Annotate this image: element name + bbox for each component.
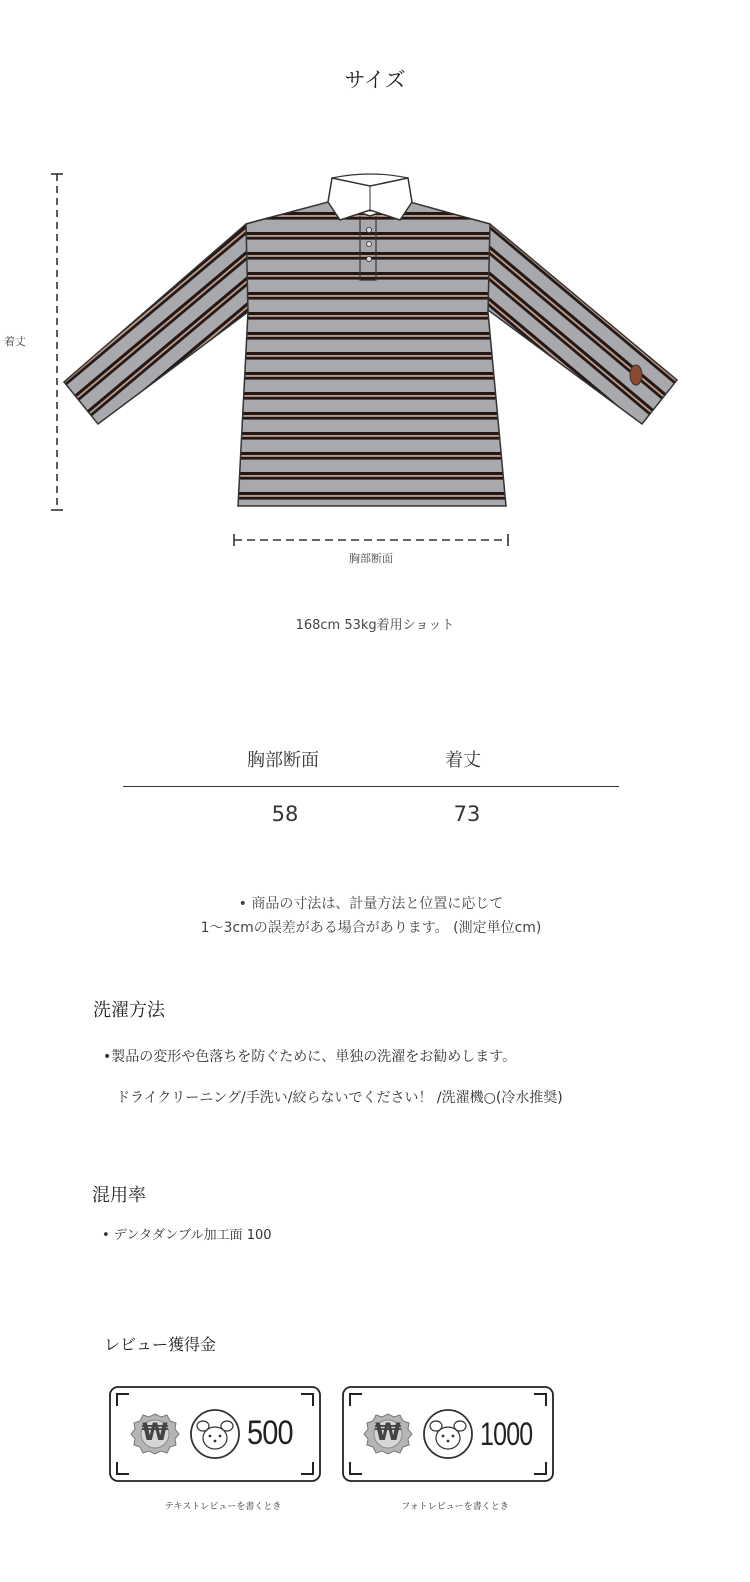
blend-title: 混用率 [92, 1185, 146, 1206]
coupon-amount: 500 [247, 1414, 293, 1452]
washing-line2: ドライクリーニング/手洗い/絞らないでください！ /洗濯機○(冷水推奨) [116, 1090, 563, 1106]
model-note: 168cm 53kg着用ショット [295, 618, 455, 633]
bear-icon [424, 1410, 472, 1458]
table-header-length: 着丈 [445, 750, 481, 771]
table-value-chest: 58 [271, 802, 299, 826]
blend-item: • デンタダンブル加工面 100 [102, 1228, 272, 1243]
washing-line1: •製品の変形や色落ちを防ぐために、単独の洗濯をお勧めします。 [103, 1049, 517, 1065]
coupon-caption-photo: フォトレビューを書くとき [401, 1502, 509, 1512]
won-symbol: ₩ [141, 1418, 169, 1446]
bear-icon [191, 1410, 239, 1458]
polo-shirt-illustration [60, 172, 685, 517]
washing-title: 洗濯方法 [93, 1000, 165, 1021]
coupon-text-review [109, 1386, 321, 1482]
coupon-caption-text: テキストレビューを書くとき [164, 1502, 282, 1512]
coupon-photo-review [342, 1386, 554, 1482]
won-symbol: ₩ [374, 1418, 402, 1446]
chest-label: 胸部断面 [349, 552, 393, 565]
size-title: サイズ [344, 68, 406, 92]
review-title: レビュー獲得金 [104, 1335, 217, 1354]
coupon-amount: 1000 [480, 1416, 533, 1452]
measure-note-line2: 1～3cmの誤差がある場合があります。 (測定単位cm) [200, 920, 542, 936]
table-value-length: 73 [453, 802, 481, 826]
chest-dimension-line [230, 532, 514, 548]
table-header-chest: 胸部断面 [247, 750, 319, 771]
table-divider [123, 786, 619, 787]
measure-note-line1: • 商品の寸法は、計量方法と位置に応じて [238, 896, 504, 912]
length-label: 着丈 [4, 335, 26, 348]
